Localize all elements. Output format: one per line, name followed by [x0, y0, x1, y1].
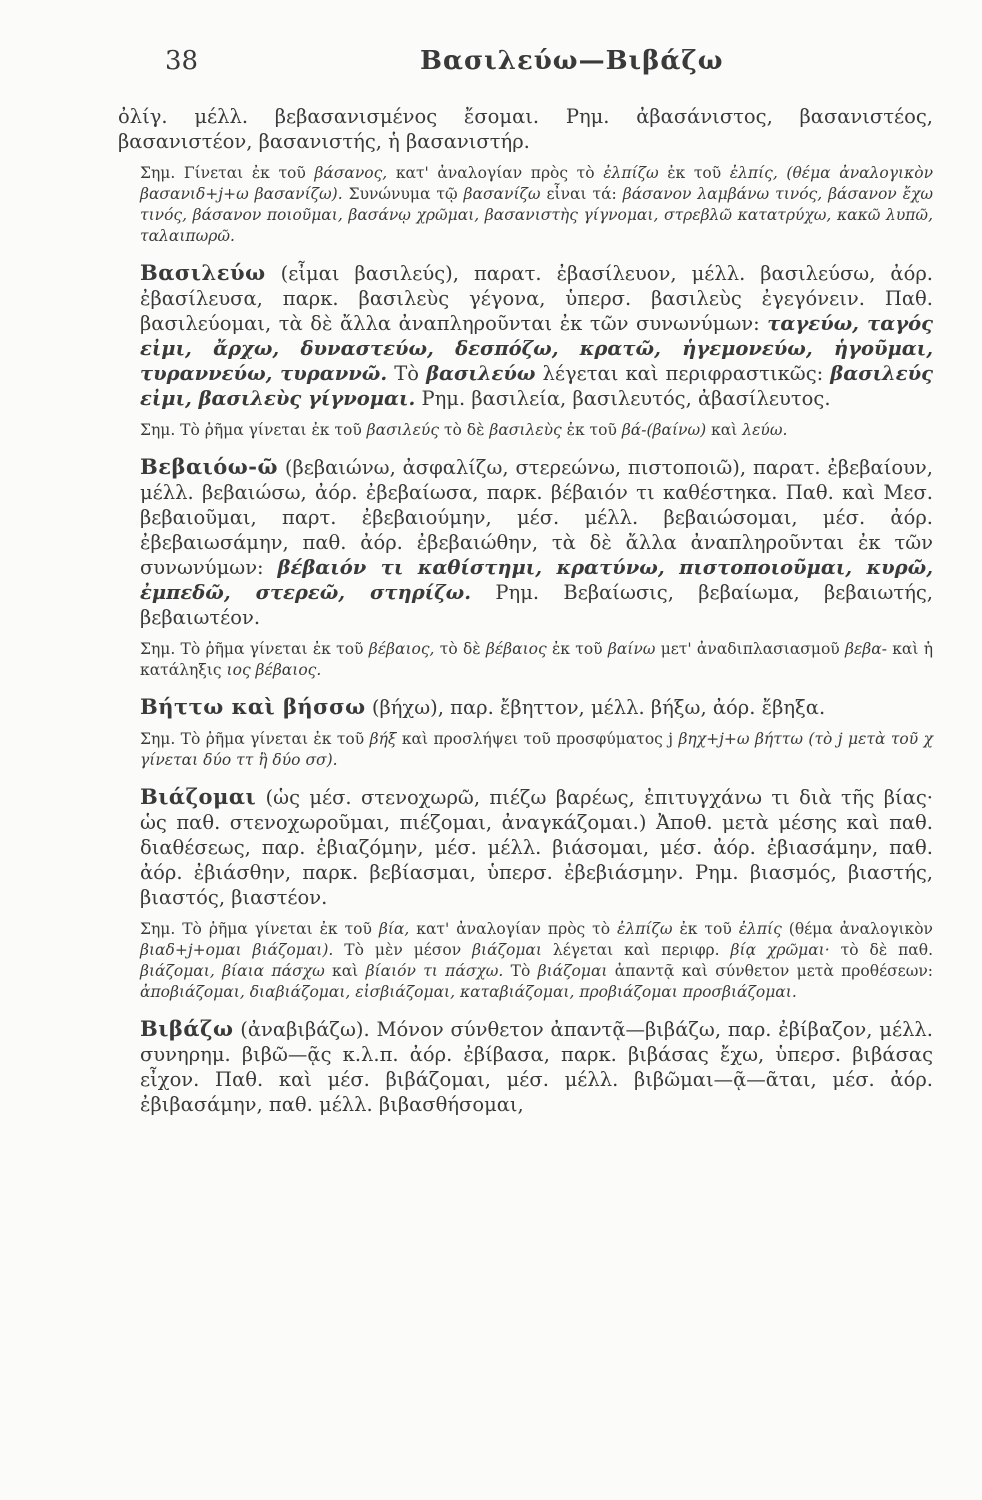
lemma-bētto: Βήττω καὶ βήσσω	[140, 694, 366, 719]
page-header	[0, 46, 982, 86]
entry-bibazo: Βιβάζω (ἀναβιβάζω). Μόνον σύνθετον ἀπαντᾷ—βιβάζω, παρ. ἐβίβαζον, μέλλ. συνηρημ. βιβῶ—ᾷς κ.λ.π. ἀόρ. ἐβίβασα, παρκ. βιβάσας ἔχω, ὑπερσ. βιβάσας εἶχον. Παθ. καὶ μέσ. βιβάζομαι, μέσ. μέλλ. βιβῶμαι—ᾷ—ᾶται, μέσ. ἀόρ. ἐβιβασάμην, παθ. μέλλ. βιβασθήσομαι,	[140, 1016, 933, 1116]
lemma-bibazo: Βιβάζω	[140, 1016, 234, 1041]
page-number: 38	[165, 46, 199, 76]
entry-basileuo: Βασιλεύω (εἶμαι βασιλεύς), παρατ. ἐβασίλευον, μέλλ. βασιλεύσω, ἀόρ. ἐβασίλευσα, παρκ. βασιλεὺς γέγονα, ὑπερσ. βασιλεὺς ἐγεγόνειν. Παθ. βασιλεύομαι, τὰ δὲ ἄλλα ἀναπληροῦνται ἐκ τῶν συνωνύμων: ταγεύω, ταγός εἰμι, ἄρχω, δυναστεύω, δεσπόζω, κρατῶ, ἡγεμονεύω, ἡγοῦμαι, τυραννεύω, τυραννῶ. Τὸ βασιλεύω λέγεται καὶ περιφραστικῶς: βασιλεύς εἰμι, βασιλεὺς γίγνομαι. Ρημ. βασιλεία, βασιλευτός, ἀβασίλευτος.	[140, 260, 933, 410]
intro-paragraph	[118, 104, 933, 154]
page-body	[118, 104, 933, 1117]
lemma-basileuo: Βασιλεύω	[140, 260, 266, 285]
note-basileuo: Σημ. Τὸ ῥῆμα γίνεται ἐκ τοῦ βασιλεύς τὸ δὲ βασιλεὺς ἐκ τοῦ βά-(βαίνω) καὶ λεύω.	[140, 421, 788, 439]
entry-biazomai: Βιάζομαι (ὡς μέσ. στενοχωρῶ, πιέζω βαρέως, ἐπιτυγχάνω τι διὰ τῆς βίας· ὡς παθ. στενοχωροῦμαι, πιέζομαι, ἀναγκάζομαι.) Ἀποθ. μετὰ μέσης καὶ παθ. διαθέσεως, παρ. ἐβιαζόμην, μέσ. μέλλ. βιάσομαι, μέσ. ἀόρ. ἐβιασάμην, παθ. ἀόρ. ἐβιάσθην, παρκ. βεβίασμαι, ὑπερσ. ἐβεβιάσμην. Ρημ. βιασμός, βιαστής, βιαστός, βιαστέον.	[140, 784, 933, 909]
note-biazomai: Σημ. Τὸ ῥῆμα γίνεται ἐκ τοῦ βία, κατ' ἀναλογίαν πρὸς τὸ ἐλπίζω ἐκ τοῦ ἐλπίς (θέμα ἀναλογικὸν βιαδ+j+ομαι βιάζομαι). Τὸ μὲν μέσον βιάζομαι λέγεται καὶ περιφρ. βίᾳ χρῶμαι· τὸ δὲ παθ. βιάζομαι, βίαια πάσχω καὶ βίαιόν τι πάσχω. Τὸ βιάζομαι ἀπαντᾷ καὶ σύνθετον μετὰ προθέσεων: ἀποβιάζομαι, διαβιάζομαι, εἰσβιάζομαι, καταβιάζομαι, προβιάζομαι προσβιάζομαι.	[140, 920, 934, 1001]
lemma-bebaioo: Βεβαιόω-ῶ	[140, 454, 278, 479]
entry-bebaioo: Βεβαιόω-ῶ (βεβαιώνω, ἀσφαλίζω, στερεώνω, πιστοποιῶ), παρατ. ἐβεβαίουν, μέλλ. βεβαιώσω, ἀόρ. ἐβεβαίωσα, παρκ. βέβαιόν τι καθέστηκα. Παθ. καὶ Μεσ. βεβαιοῦμαι, παρτ. ἐβεβαιούμην, μέσ. μέλλ. βεβαιώσομαι, μέσ. ἀόρ. ἐβεβαιωσάμην, παθ. ἀόρ. ἐβεβαιώθην, τὰ δὲ ἄλλα ἀναπληροῦνται ἐκ τῶν συνωνύμων: βέβαιόν τι καθίστημι, κρατύνω, πιστοποιοῦμαι, κυρῶ, ἐμπεδῶ, στερεῶ, στηρίζω. Ρημ. Βεβαίωσις, βεβαίωμα, βεβαιωτής, βεβαιωτέον.	[140, 454, 933, 629]
lemma-biazomai: Βιάζομαι	[140, 784, 257, 809]
note-bebaioo: Σημ. Τὸ ῥῆμα γίνεται ἐκ τοῦ βέβαιος, τὸ δὲ βέβαιος ἐκ τοῦ βαίνω μετ' ἀναδιπλασιασμοῦ βεβα- καὶ ἡ κατάληξις ιος βέβαιος.	[140, 640, 934, 679]
intro-note: Σημ. Γίνεται ἐκ τοῦ βάσανος, κατ' ἀναλογίαν πρὸς τὸ ἐλπίζω ἐκ τοῦ ἐλπίς, (θέμα ἀναλογικὸν βασανιδ+j+ω βασανίζω). Συνώνυμα τῷ βασανίζω εἶναι τά: βάσανον λαμβάνω τινός, βάσανον ἔχω τινός, βάσανον ποιοῦμαι, βασάνῳ χρῶμαι, βασανιστὴς γίγνομαι, στρεβλῶ κατατρύχω, κακῶ λυπῶ, ταλαιπωρῶ.	[140, 164, 934, 245]
intro-text: ὀλίγ. μέλλ. βεβασανισμένος ἔσομαι. Ρημ. ἀβασάνιστος, βασανιστέος, βασανιστέον, βασανιστής, ἡ βασανιστήρ.	[118, 105, 933, 153]
running-title: Βασιλεύω—Βιβάζω	[420, 46, 724, 76]
note-bētto: Σημ. Τὸ ῥῆμα γίνεται ἐκ τοῦ βήξ καὶ προσλήψει τοῦ προσφύματος j βηχ+j+ω βήττω (τὸ j μετὰ τοῦ χ γίνεται δύο ττ ἢ δύο σσ).	[140, 730, 933, 769]
entry-bētto: Βήττω καὶ βήσσω (βήχω), παρ. ἔβηττον, μέλλ. βήξω, ἀόρ. ἔβηξα.	[140, 694, 826, 719]
